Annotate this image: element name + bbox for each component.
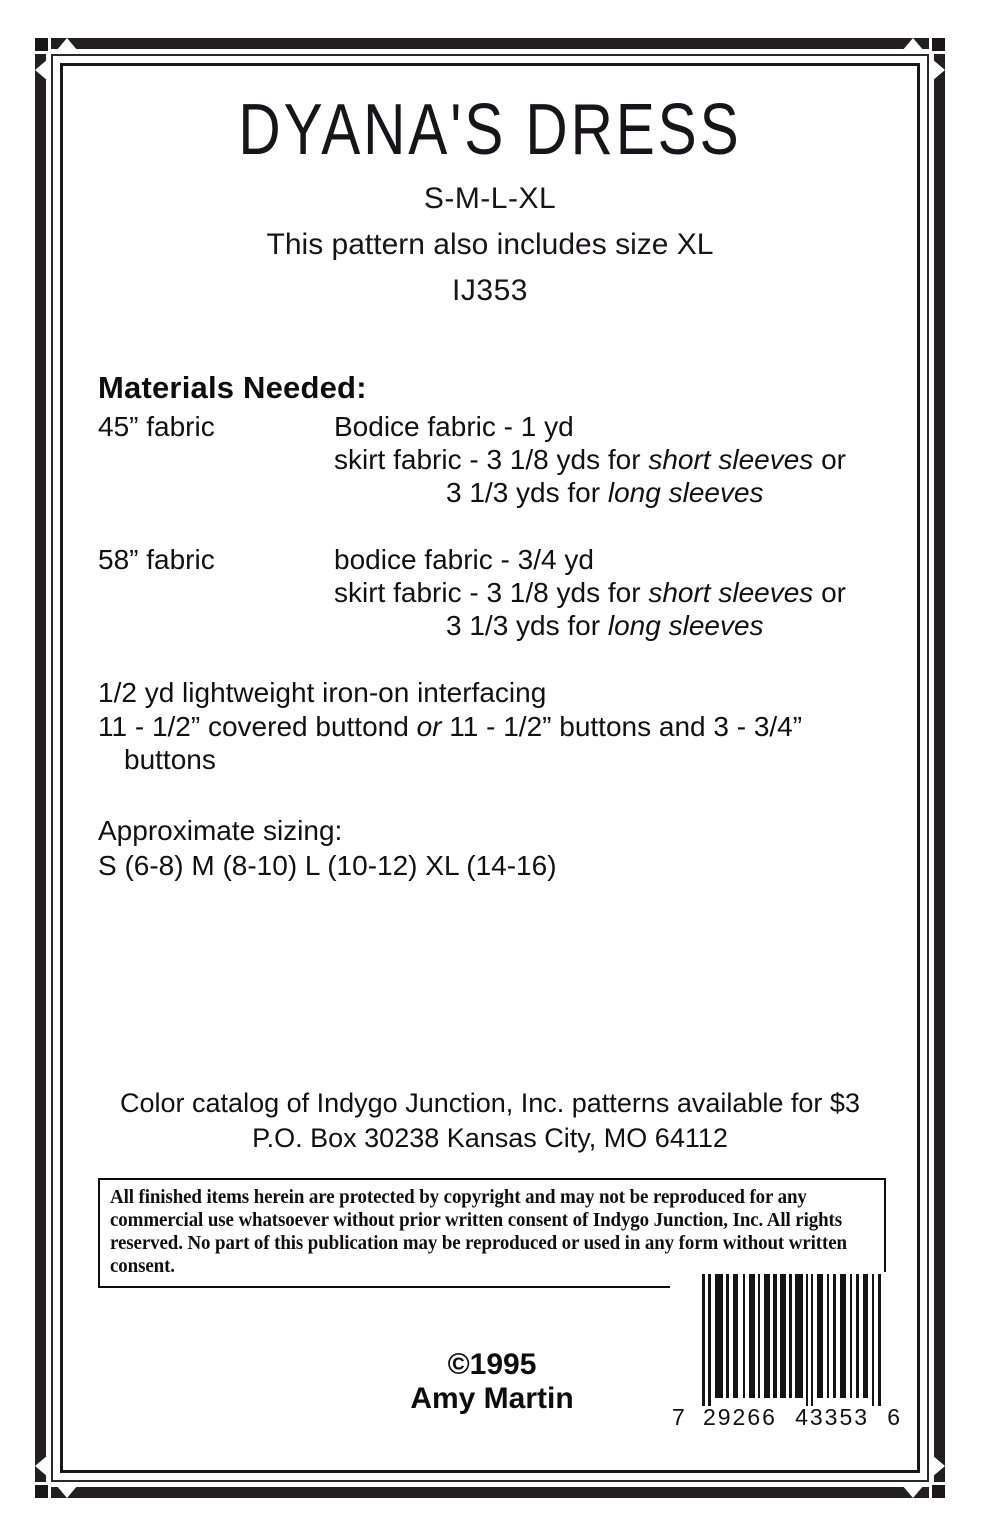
requirement-line: bodice fabric - 3/4 yd [334,544,594,576]
corner-arrow-icon [932,1455,945,1477]
materials-table [98,410,908,642]
barcode-digits [670,1404,902,1431]
catalog-line-2: P.O. Box 30238 Kansas City, MO 64112 [252,1122,728,1153]
corner-square-icon [929,35,948,54]
spacer [98,509,908,543]
requirement-line: skirt fabric - 3 1/8 yds for short sleeves or [334,577,846,609]
notions-line: buttons [124,744,216,776]
copyright-year: ©1995 [447,1348,537,1381]
catalog-line-1: Color catalog of Indygo Junction, Inc. patterns available for $3 [120,1088,860,1118]
envelope-content [72,76,908,1460]
materials-row [98,543,908,642]
corner-square-icon [32,35,51,54]
fabric-width-label: 45” fabric [98,411,215,442]
materials-heading: Materials Needed: [98,370,367,405]
corner-arrow-icon [902,1485,924,1498]
corner-arrow-icon [56,1485,78,1498]
copyright-notice-text: All finished items herein are protected by copyright and may not be reproduced for any commercial use whatsoever without prior written consent of Indygo Junction, Inc. All rights reserved. No part of this publication may be reproduced or used in any form without written consent. [110,1187,847,1277]
corner-arrow-icon [35,59,48,81]
barcode-right-group: 43353 [795,1404,870,1430]
author-name: Amy Martin [410,1381,574,1415]
barcode-block [670,1272,902,1431]
notions-list [98,676,908,777]
corner-arrow-icon [902,38,924,51]
fabric-requirement-detail [334,410,908,509]
pattern-title: DYANA'S DRESS [238,89,742,170]
credit-block [342,1348,642,1415]
notions-line: 1/2 yd lightweight iron-on interfacing [98,677,547,709]
requirement-line: skirt fabric - 3 1/8 yds for short sleeves or [334,444,846,476]
barcode-lead-digit: 7 [672,1404,685,1430]
corner-arrow-icon [56,38,78,51]
corner-arrow-icon [932,59,945,81]
corner-ornament-top-right [902,35,948,81]
sizing-values: S (6-8) M (8-10) L (10-12) XL (14-16) [98,849,557,881]
notions-line: 11 - 1/2” covered buttond or 11 - 1/2” buttons and 3 - 3/4” [98,710,803,742]
barcode-left-group: 29266 [702,1404,777,1430]
barcode-check-digit: 6 [887,1404,900,1430]
corner-square-icon [929,1482,948,1501]
fabric-width-label: 58” fabric [98,544,215,576]
corner-arrow-icon [35,1455,48,1477]
upc-barcode-icon [670,1272,902,1406]
requirement-line: 3 1/3 yds for long sleeves [446,477,764,509]
pattern-size-range: S-M-L-XL [423,182,557,215]
requirement-line: 3 1/3 yds for long sleeves [446,610,764,642]
pattern-size-note: This pattern also includes size XL [266,228,714,261]
materials-row [98,410,908,509]
corner-ornament-top-left [32,35,78,81]
fabric-requirement-detail [334,543,908,642]
corner-square-icon [32,1482,51,1501]
sizing-block [98,813,908,883]
pattern-code: IJ353 [452,274,528,307]
catalog-info [72,1086,908,1155]
corner-ornament-bottom-right [902,1455,948,1501]
sizing-heading: Approximate sizing: [98,814,343,846]
corner-ornament-bottom-left [32,1455,78,1501]
requirement-line: Bodice fabric - 1 yd [334,411,574,442]
